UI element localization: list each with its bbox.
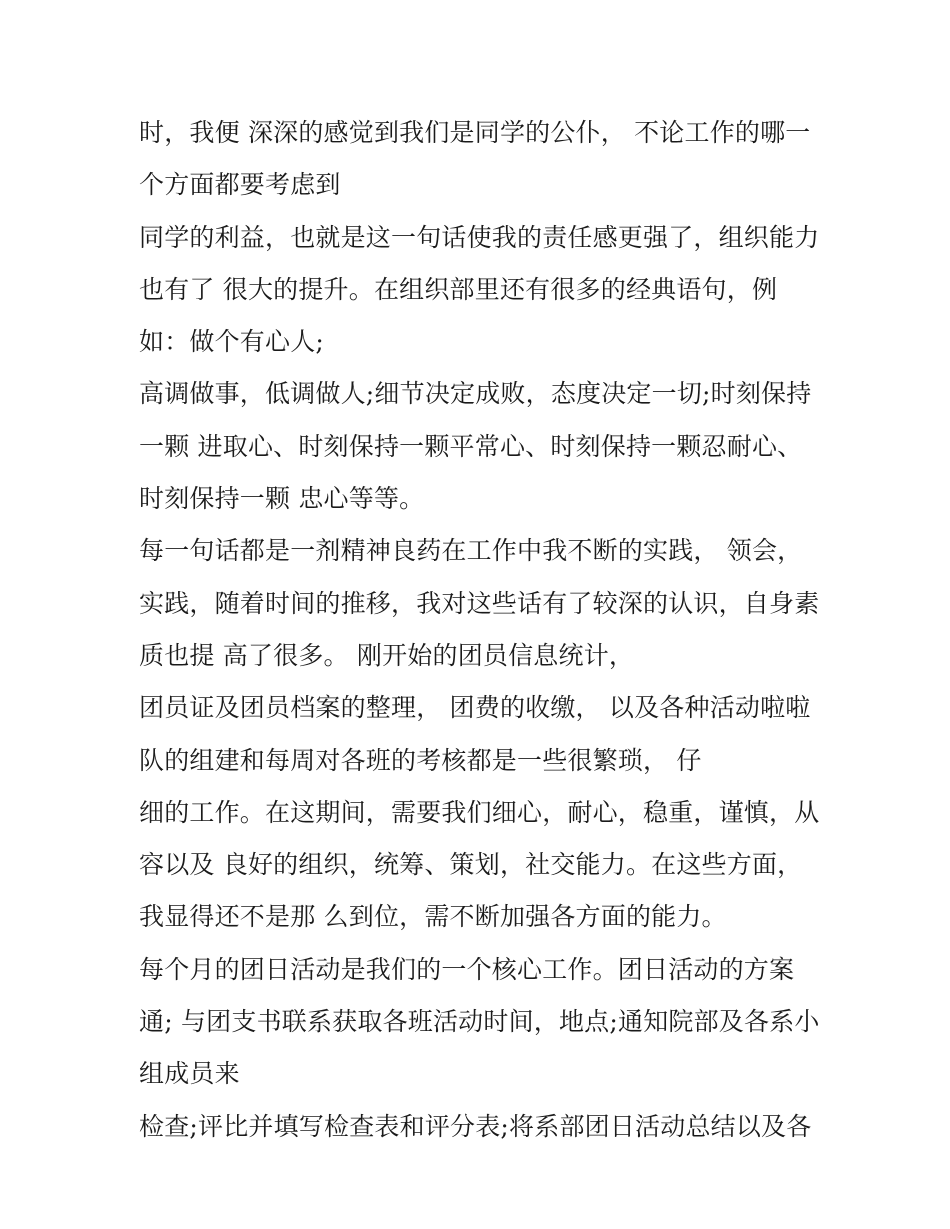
text-line: 容以及 良好的组织，统筹、策划，社交能力。在这些方面， <box>139 850 803 880</box>
text-line: 质也提 高了很多。 刚开始的团员信息统计， <box>139 640 635 670</box>
text-line: 也有了 很大的提升。在组织部里还有很多的经典语句，例 <box>139 274 778 304</box>
text-line: 实践，随着时间的推移，我对这些话有了较深的认识，自身素 <box>139 588 820 618</box>
text-line: 如：做个有心人; <box>139 327 325 357</box>
text-line: 时刻保持一颗 忠心等等。 <box>139 484 425 514</box>
text-line: 同学的利益，也就是这一句话使我的责任感更强了，组织能力 <box>139 222 820 252</box>
text-line: 团员证及团员档案的整理， 团费的收缴， 以及各种活动啦啦 <box>139 693 811 723</box>
text-line: 我显得还不是那 么到位，需不断加强各方面的能力。 <box>139 902 727 932</box>
text-line: 时，我便 深深的感觉到我们是同学的公仆， 不论工作的哪一 <box>139 118 811 147</box>
document-body <box>139 107 829 1153</box>
text-line: 通; 与团支书联系获取各班活动时间，地点;通知院部及各系小 <box>139 1007 820 1037</box>
text-line: 队的组建和每周对各班的考核都是一些很繁琐， 仔 <box>139 745 702 775</box>
text-line: 个方面都要考虑到 <box>139 170 341 200</box>
text-line: 一颗 进取心、时刻保持一颗平常心、时刻保持一颗忍耐心、 <box>139 431 803 461</box>
text-line: 每一句话都是一剂精神良药在工作中我不断的实践， 领会， <box>139 536 803 566</box>
text-line: 每个月的团日活动是我们的一个核心工作。团日活动的方案 <box>139 954 795 984</box>
text-line: 细的工作。在这期间，需要我们细心，耐心，稳重，谨慎，从 <box>139 797 820 827</box>
text-line: 检查;评比并填写检查表和评分表;将系部团日活动总结以及各 <box>139 1111 812 1141</box>
text-line: 组成员来 <box>139 1059 240 1089</box>
text-line: 高调做事，低调做人;细节决定成败，态度决定一切;时刻保持 <box>139 379 812 409</box>
